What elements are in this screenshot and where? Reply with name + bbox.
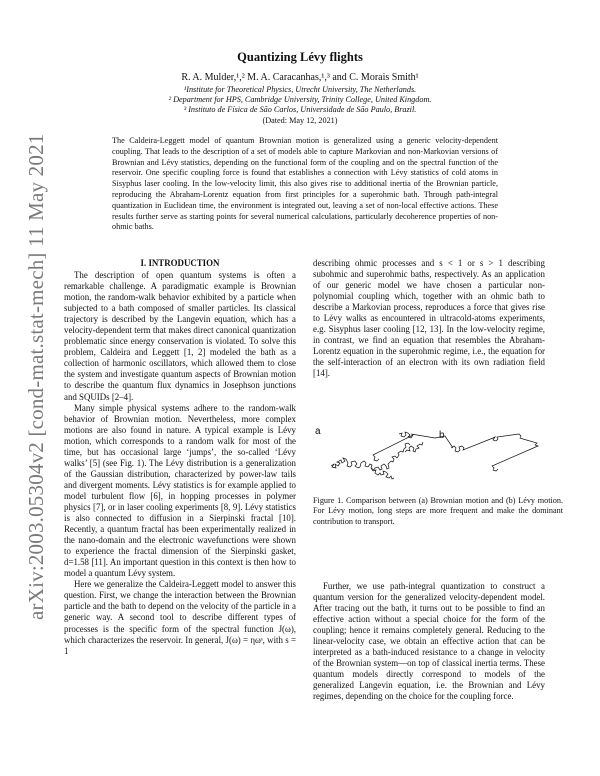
affiliation-3: ³ Instituto de Física de São Carlos, Universidade de São Paulo, Brazil. bbox=[183, 105, 417, 114]
affiliation-1: ¹Institute for Theoretical Physics, Utrecht University, The Netherlands. bbox=[183, 85, 417, 94]
figure-label-b: b bbox=[439, 430, 445, 441]
brownian-trajectory-cluster bbox=[371, 442, 423, 479]
abstract: The Caldeira-Leggett model of quantum Brownian motion is generalized using a generic velocity-dependent coupling. That leads to the description of a set of models able to capture Markovian and non-Markovian versions of Brownian and Lévy statistics, depending on the functional form of the coupling and on the spectral function of the reservoir. One specific coupling force is found that establishes a connection with Lévy statistics of cold atoms in Sisyphus laser cooling. In the low-velocity limit, this also gives rise to additional inertia of the Brownian particle, reproducing the Abraham-Lorentz equation from first principles for a superohmic bath. Through path-integral quantization in Euclidean time, the environment is integrated out, leaving a set of non-local effective actions. These results further serve as starting points for several numerical calculations, particularly decoherence properties of non-ohmic baths. bbox=[112, 136, 498, 232]
date-line: (Dated: May 12, 2021) bbox=[262, 116, 338, 125]
right-column-bottom bbox=[313, 581, 545, 703]
right-column-top bbox=[313, 258, 545, 380]
affiliation-2: ² Department for HPS, Cambridge University, Trinity College, United Kingdom. bbox=[168, 95, 432, 104]
random-walk-figure bbox=[313, 420, 571, 490]
author-list: R. A. Mulder,¹,² M. A. Caracanhas,¹,³ and C. Morais Smith¹ bbox=[181, 72, 419, 83]
arxiv-id-text: arXiv:2003.05304v2 [cond-mat.stat-mech] 11 May 2021 bbox=[24, 133, 48, 620]
figure-1 bbox=[313, 420, 571, 490]
figure-caption: Figure 1. Comparison between (a) Brownian motion and (b) Lévy motion. For Lévy motion, long steps are more frequent and make the dominant contribution to transport. bbox=[313, 496, 563, 526]
right-paragraph-1: describing ohmic processes and s < 1 or s > 1 describing subohmic and superohmic baths, respectively. As an application of our generic model we have chosen a particular non-polynomial coupling which, together with an ohmic bath to describe a Markovian process, reproduces a force that gives rise to Lévy walks as encountered in ultracold-atoms experiments, e.g. Sisyphus laser cooling [12, 13]. In the low-velocity regime, in contrast, we find an equation that resembles the Abraham-Lorentz equation in the superohmic regime, i.e., the equation for the self-interaction of an electron with its own radiation field [14]. bbox=[313, 258, 545, 379]
arxiv-identifier bbox=[4, 133, 48, 620]
intro-paragraph-1: The description of open quantum systems is often a remarkable challenge. A paradigmatic example is Brownian motion, the random-walk behavior exhibited by a particle when subjected to a bath composed of smaller particles. Its classical trajectory is described by the Langevin equation, which has a velocity-dependent term that makes direct canonical quantization problematic since energy conservation is violated. To solve this problem, Caldeira and Leggett [1, 2] modeled the bath as a collection of harmonic oscillators, which allowed them to close the system and investigate quantum aspects of Brownian motion to describe the quantum flux dynamics in Josephson junctions and SQUIDs [2–4]. bbox=[64, 270, 296, 402]
intro-paragraph-3: Here we generalize the Caldeira-Leggett model to answer this question. First, we change the interaction between the Brownian particle and the bath to depend on the velocity of the particle in a generic way. A second tool to describe different types of processes is the specific form of the spectral function J(ω), which characterizes the reservoir. In general, J(ω) = ηωˢ, with s = 1 bbox=[64, 579, 296, 656]
figure-label-a: a bbox=[315, 426, 321, 437]
section-heading: I. INTRODUCTION bbox=[140, 258, 220, 268]
left-column bbox=[64, 270, 296, 657]
intro-paragraph-2: Many simple physical systems adhere to the random-walk behavior of Brownian motion. Nevertheless, more complex motions are also found in nature. A typical example is Lévy motion, which corresponds to a random walk for most of the time, but has occasional large ‘jumps’, the so-called ‘Lévy walks’ [5] (see Fig. 1). The Lévy distribution is a generalization of the Gaussian distribution, characterized by power-law tails and divergent moments. Lévy statistics is for example applied to model turbulent flow [6], in hopping processes in polymer physics [7], or in laser cooling experiments [8, 9]. Lévy statistics is also connected to diffusion in a Sierpinski fractal [10]. Recently, a quantum fractal has been experimentally realized in the nano-domain and the electronic wavefunctions were shown to experience the fractal dimension of the Sierpinski gasket, d=1.58 [11]. An important question in this context is then how to model a quantum Lévy system. bbox=[64, 402, 296, 579]
brownian-trajectory bbox=[331, 443, 410, 470]
right-paragraph-2: Further, we use path-integral quantization to construct a quantum version for the generalized velocity-dependent model. After tracing out the bath, it turns out to be possible to find an effective action without a special choice for the form of the coupling; hence it remains completely general. Reducing to the linear-velocity case, we obtain an effective action that can be interpreted as a bath-induced resistance to a change in velocity of the Brownian system—on top of classical inertia terms. These quantum models directly correspond to models of the generalized Langevin equation, i.e. the Brownian and Lévy regimes, depending on the choice for the coupling force. bbox=[313, 581, 545, 702]
paper-title: Quantizing Lévy flights bbox=[237, 50, 363, 64]
levy-trajectory bbox=[373, 432, 538, 471]
